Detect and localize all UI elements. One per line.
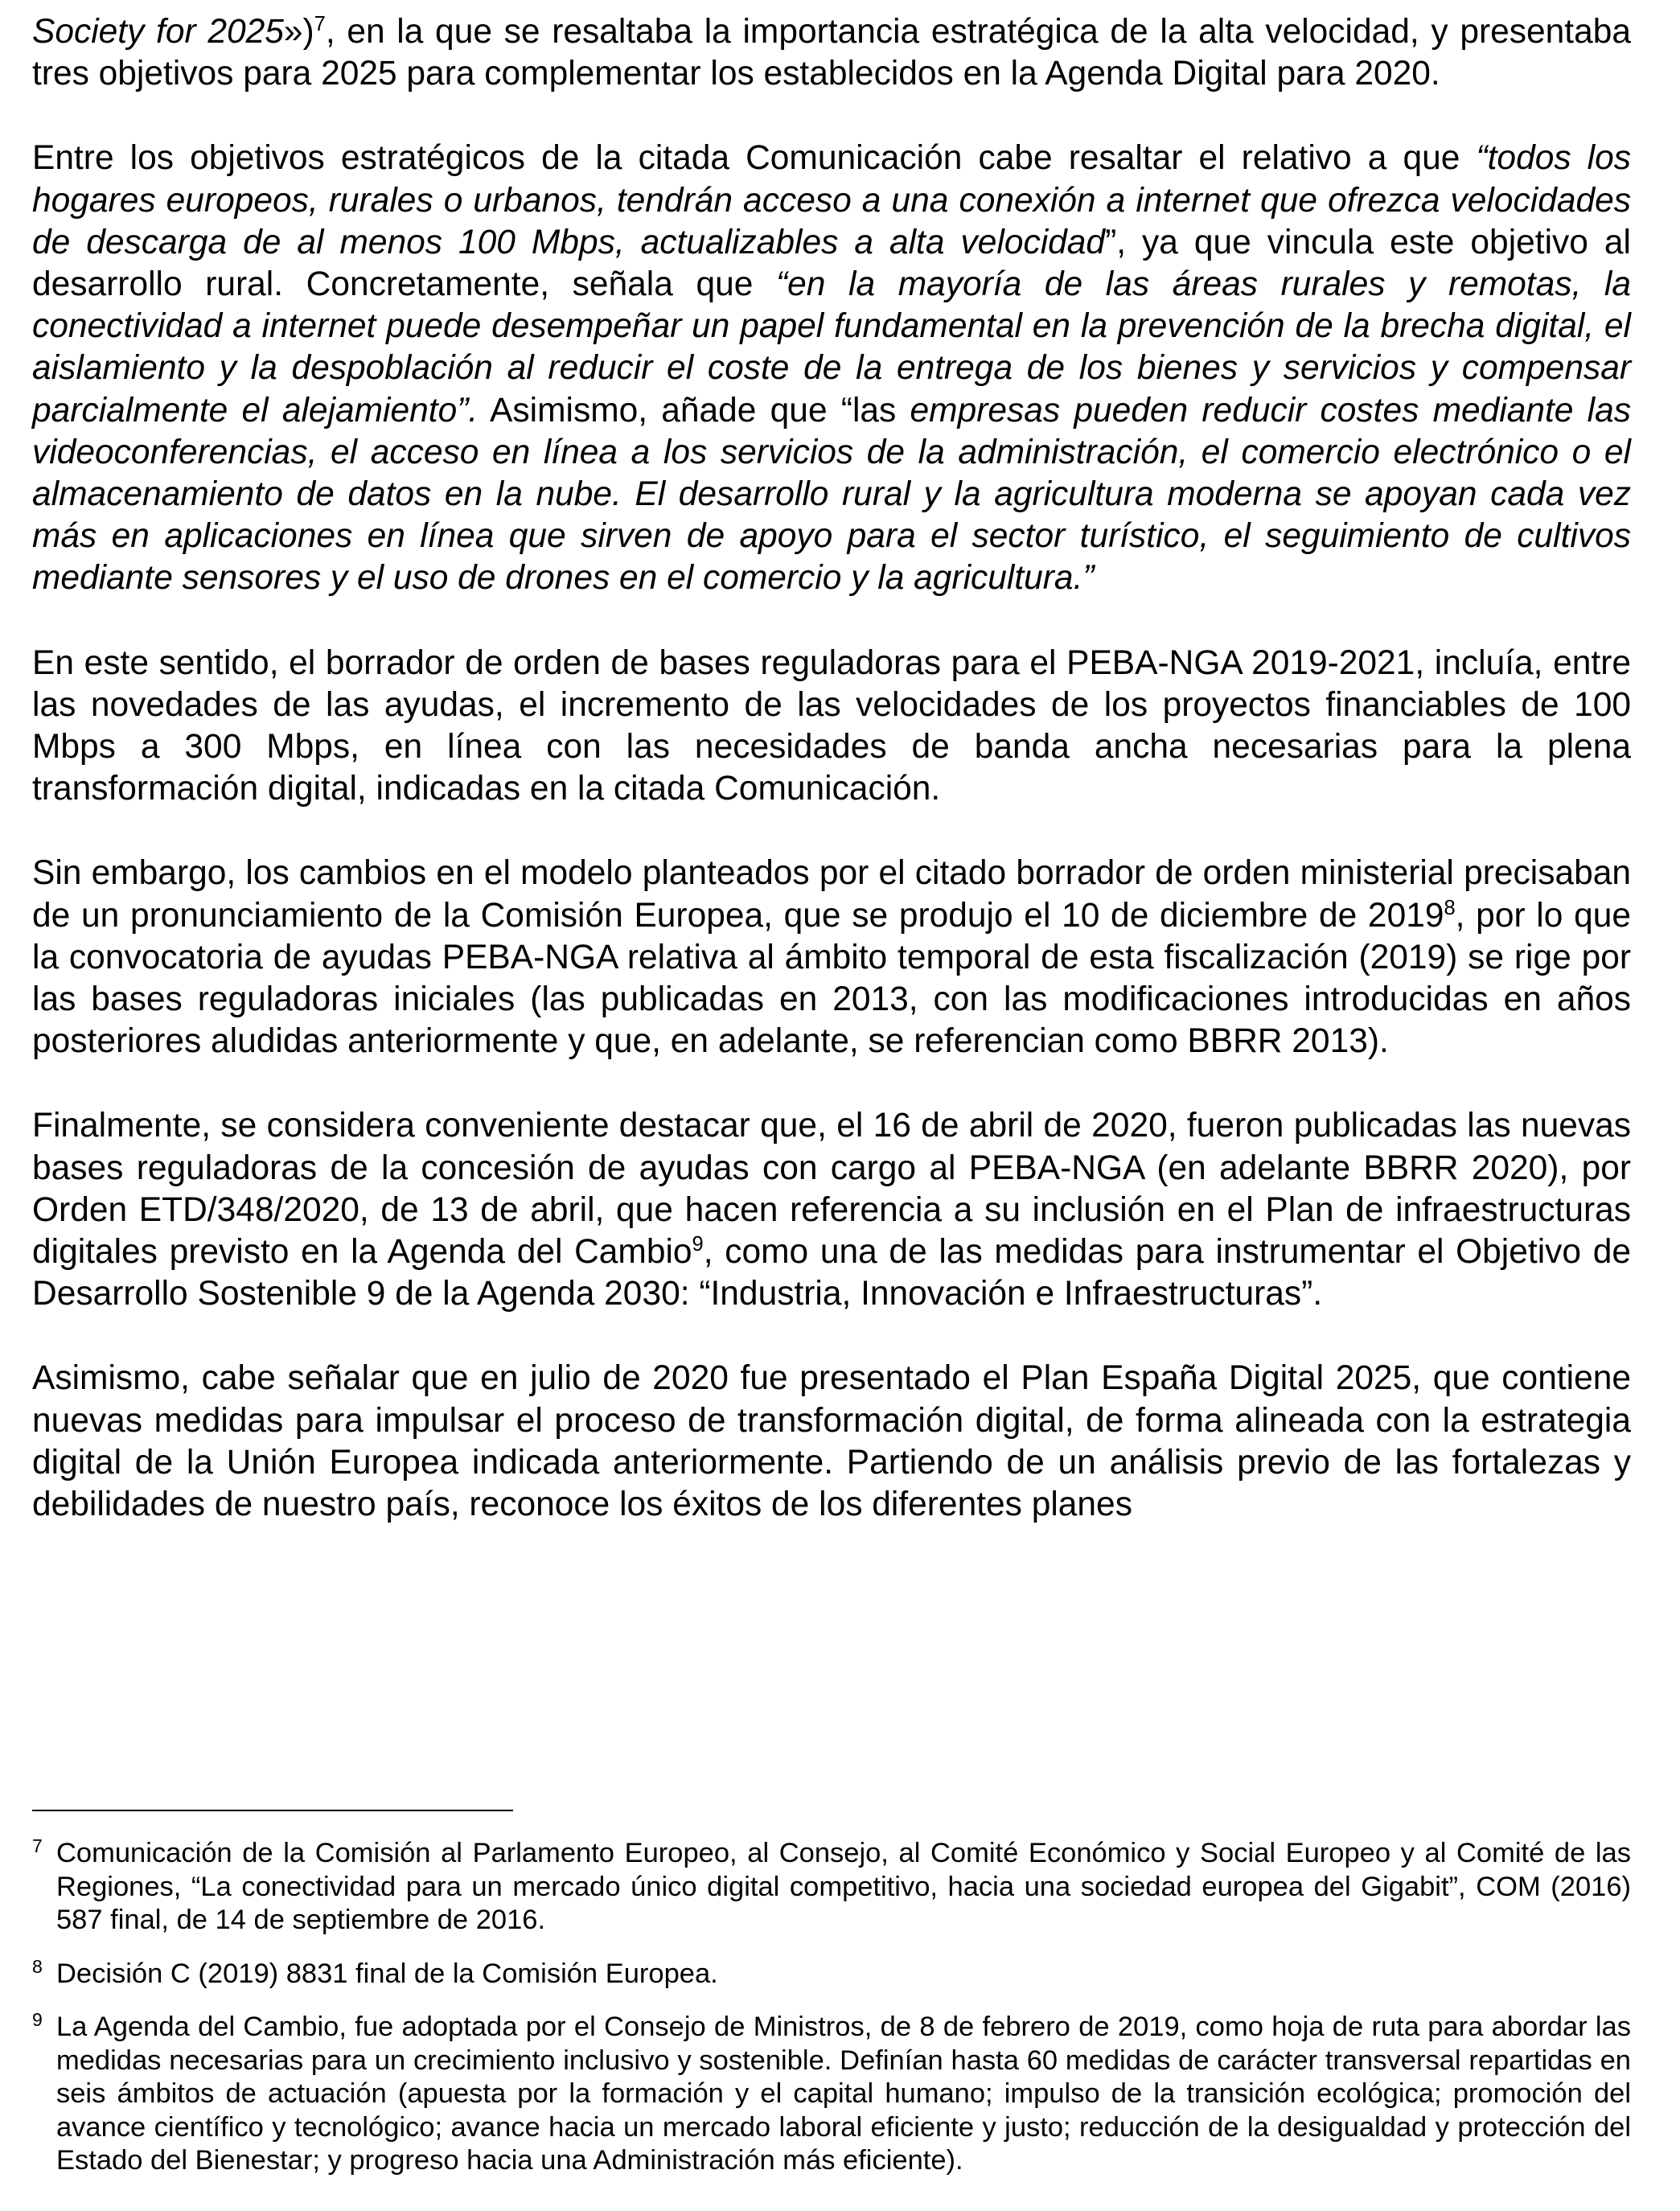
main-text bbox=[32, 11, 1631, 1526]
paragraph-6: Asimismo, cabe señalar que en julio de 2020 fue presentado el Plan España Digital 2025, que contiene nuevas medidas para impulsar el proceso de transformación digital, de forma alineada con la estrategia digital de la Unión Europea indicada anteriormente. Partiendo de un análisis previo de las fortalezas y debilidades de nuestro país, reconoce los éxitos de los diferentes planes bbox=[32, 1359, 1631, 1524]
footnote-text: Decisión C (2019) 8831 final de la Comisión Europea. bbox=[56, 1958, 718, 1989]
quote-2: “en la mayoría de las áreas rurales y remotas, la conectividad a internet puede desempeñar un papel fundamental en la prevención de la brecha digital, el aislamiento y la despoblación al reducir el coste de la entrega de los bienes y servicios y compensar parcialmente el alejamiento”. bbox=[32, 265, 1631, 429]
quote-3: empresas pueden reducir costes mediante las videoconferencias, el acceso en línea a los servicios de la administración, el comercio electrónico o el almacenamiento de datos en la nube. El desarrollo rural y la agricultura moderna se apoyan cada vez más en aplicaciones en línea que sirven de apoyo para el sector turístico, el seguimiento de cultivos mediante sensores y el uso de drones en el comercio y la agricultura.” bbox=[32, 391, 1631, 598]
footnotes bbox=[32, 1837, 1631, 2178]
paragraph-2: Entre los objetivos estratégicos de la citada Comunicación cabe resaltar el relativo a que “todos los hogares europeos, rurales o urbanos, tendrán acceso a una conexión a internet que ofrezca velocidades de descarga de al menos 100 Mbps, actualizables a alta velocidad”, ya que vincula este objetivo al desarrollo rural. Concretamente, señala que “en la mayoría de las áreas rurales y remotas, la conectividad a internet puede desempeñar un papel fundamental en la prevención de la brecha digital, el aislamiento y la despoblación al reducir el coste de la entrega de los bienes y servicios y compensar parcialmente el alejamiento”. Asimismo, añade que “las empresas pueden reducir costes mediante las videoconferencias, el acceso en línea a los servicios de la administración, el comercio electrónico o el almacenamiento de datos en la nube. El desarrollo rural y la agricultura moderna se apoyan cada vez más en aplicaciones en línea que sirven de apoyo para el sector turístico, el seguimiento de cultivos mediante sensores y el uso de drones en el comercio y la agricultura.” bbox=[32, 139, 1631, 598]
footnote-number: 9 bbox=[32, 2009, 43, 2030]
footnote-9 bbox=[32, 2011, 1631, 2178]
quote-1: “todos los hogares europeos, rurales o urbanos, tendrán acceso a una conexión a internet que ofrezca velocidades de descarga de al menos 100 Mbps, actualizables a alta velocidad bbox=[32, 139, 1631, 261]
footnote-text: La Agenda del Cambio, fue adoptada por el Consejo de Ministros, de 8 de febrero de 2019, como hoja de ruta para abordar las medidas necesarias para un crecimiento inclusivo y sostenible. Definían hasta 60 medidas de carácter transversal repartidas en seis ámbitos de actuación (apuesta por la formación y el capital humano; impulso de la transición ecológica; promoción del avance científico y tecnológico; avance hacia un mercado laboral eficiente y justo; reducción de la desigualdad y protección del Estado del Bienestar; y progreso hacia una Administración más eficiente). bbox=[56, 2012, 1631, 2176]
paragraph-1-italic: Society for 2025 bbox=[32, 13, 284, 51]
paragraph-1: Society for 2025»)$^7$, en la que se resaltaba la importancia estratégica de la alta velocidad, y presentaba tres objetivos para 2025 para complementar los establecidos en la Agenda Digital para 2020. bbox=[32, 12, 1631, 93]
footnote-separator bbox=[32, 1810, 513, 1811]
footnote-number: 8 bbox=[32, 1955, 43, 1977]
footnote-7 bbox=[32, 1837, 1631, 1938]
paragraph-4: Sin embargo, los cambios en el modelo planteados por el citado borrador de orden ministerial precisaban de un pronunciamiento de la Comisión Europea, que se produjo el 10 de diciembre de 2019$^8$, por lo que la convocatoria de ayudas PEBA-NGA relativa al ámbito temporal de esta fiscalización (2019) se rige por las bases reguladoras iniciales (las publicadas en 2013, con las modificaciones introducidas en años posteriores aludidas anteriormente y que, en adelante, se referencian como BBRR 2013). bbox=[32, 854, 1631, 1061]
paragraph-3: En este sentido, el borrador de orden de bases reguladoras para el PEBA-NGA 2019-2021, incluía, entre las novedades de las ayudas, el incremento de las velocidades de los proyectos financiables de 100 Mbps a 300 Mbps, en línea con las necesidades de banda ancha necesarias para la plena transformación digital, indicadas en la citada Comunicación. bbox=[32, 643, 1631, 808]
footnote-ref-9[interactable]: 9 bbox=[692, 1232, 704, 1256]
paragraph-5: Finalmente, se considera conveniente destacar que, el 16 de abril de 2020, fueron publicadas las nuevas bases reguladoras de la concesión de ayudas con cargo al PEBA-NGA (en adelante BBRR 2020), por Orden ETD/348/2020, de 13 de abril, que hacen referencia a su inclusión en el Plan de infraestructuras digitales previsto en la Agenda del Cambio$^9$, como una de las medidas para instrumentar el Objetivo de Desarrollo Sostenible 9 de la Agenda 2030: “Industria, Innovación e Infraestructuras”. bbox=[32, 1107, 1631, 1313]
footnote-ref-8[interactable]: 8 bbox=[1444, 896, 1456, 919]
footnote-text: Comunicación de la Comisión al Parlamento Europeo, al Consejo, al Comité Económico y Social Europeo y al Comité de las Regiones, “La conectividad para un mercado único digital competitivo, hacia una sociedad europea del Gigabit”, COM (2016) 587 final, de 14 de septiembre de 2016. bbox=[56, 1838, 1631, 1935]
footnote-ref-7[interactable]: 7 bbox=[314, 12, 326, 35]
footnote-8 bbox=[32, 1955, 1631, 1991]
footnote-number: 7 bbox=[32, 1835, 43, 1856]
